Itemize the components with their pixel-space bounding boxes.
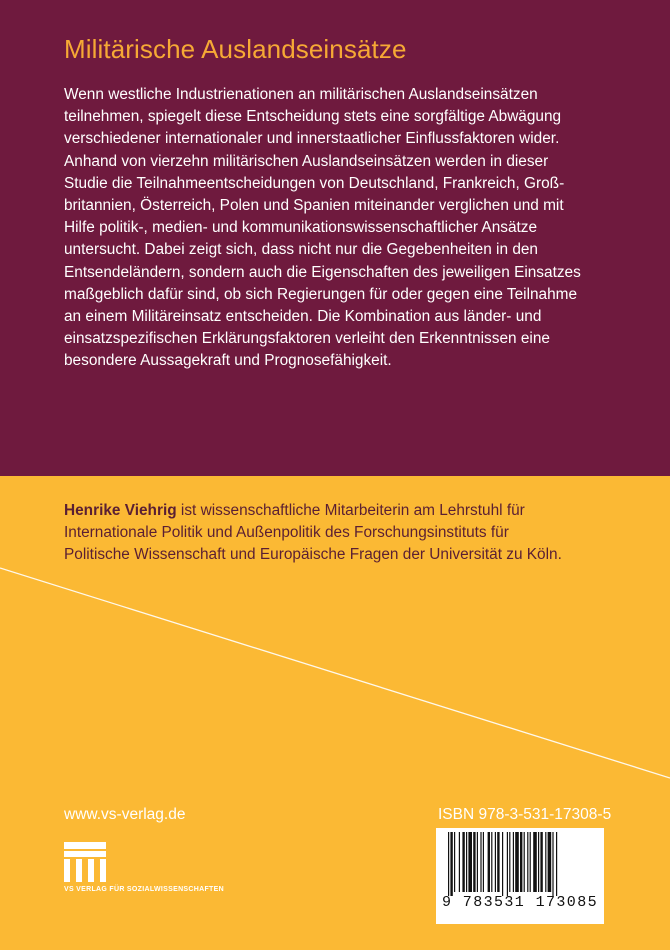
barcode-bar <box>552 832 553 896</box>
barcode-bar <box>524 832 525 892</box>
barcode-bar <box>548 832 552 892</box>
barcode-bar <box>515 832 519 892</box>
barcode-bar <box>545 832 546 892</box>
barcode-bar <box>502 832 503 896</box>
barcode-bar <box>454 832 455 892</box>
barcode-bar <box>480 832 481 892</box>
barcode-bar <box>497 832 499 892</box>
book-title: Militärische Auslandseinsätze <box>64 34 407 64</box>
barcode-bar <box>513 832 514 892</box>
description-text <box>64 84 624 373</box>
barcode-bar <box>491 832 492 892</box>
barcode-bar <box>477 832 478 892</box>
author-bio-line <box>64 500 634 522</box>
barcode-bar <box>462 832 464 892</box>
barcode-bar <box>507 832 508 896</box>
description-line: untersucht. Dabei zeigt sich, dass nicht nur die Gegebenheiten in den <box>64 241 538 259</box>
barcode-bar <box>448 832 449 896</box>
barcode-bar <box>466 832 467 892</box>
barcode-bar <box>473 832 475 892</box>
description-line: Entsendeländern, sondern auch die Eigenschaften des jeweiligen Einsatzes <box>64 263 581 281</box>
barcode-bar <box>527 832 528 892</box>
barcode-bar <box>538 832 539 892</box>
author-bio-line: Politische Wissenschaft und Europäische Fragen der Universität zu Köln. <box>64 546 562 564</box>
barcode-bar <box>556 832 557 896</box>
description-line: einsatzspezifischen Erklärungsfaktoren verleiht den Erkenntnissen eine <box>64 330 550 348</box>
publisher-website: www.vs-verlag.de <box>64 806 186 823</box>
isbn: ISBN 978-3-531-17308-5 <box>438 806 612 823</box>
barcode-bar <box>495 832 496 892</box>
description-line: Wenn westliche Industrienationen an militärischen Auslandseinsätzen <box>64 86 538 103</box>
barcode-bar <box>530 832 531 892</box>
description-line: teilnehmen, spiegelt diese Entscheidung stets eine sorgfältige Abwägung <box>64 108 562 126</box>
description-line: besondere Aussagekraft und Prognosefähigkeit. <box>64 352 392 370</box>
barcode-number: 9 783531 173085 <box>441 894 599 911</box>
description-line: Anhand von vierzehn militärischen Auslandseinsätzen werden in dieser <box>64 152 549 170</box>
barcode-bar <box>520 832 522 892</box>
barcode-bar <box>450 832 452 896</box>
barcode-bar <box>540 832 542 892</box>
barcode-bar <box>468 832 472 892</box>
barcode-bar <box>459 832 460 892</box>
barcode-bar <box>488 832 490 892</box>
author-bio <box>64 500 634 567</box>
author-name: Henrike Viehrig <box>64 502 177 519</box>
description-line: britannien, Österreich, Polen und Spanien miteinander verglichen und mit <box>64 197 564 215</box>
barcode-bar <box>483 832 484 892</box>
author-bio-text: ist wissenschaftliche Mitarbeiterin am Lehrstuhl für <box>176 502 525 519</box>
description-line: Hilfe politik-, medien- und kommunikationswissenschaftlicher Ansätze <box>64 219 538 237</box>
description-line: Studie die Teilnahmeentscheidungen von Deutschland, Frankreich, Groß- <box>64 174 565 192</box>
description-line: verschiedener internationaler und innerstaatlicher Einflussfaktoren wider. <box>64 130 560 148</box>
publisher-logo-icon <box>64 842 239 902</box>
publisher-logo-text: VS VERLAG FÜR SOZIALWISSENSCHAFTEN <box>64 886 224 893</box>
barcode-bar <box>533 832 537 892</box>
description-line: maßgeblich dafür sind, ob sich Regierungen für oder gegen eine Teilnahme <box>64 285 578 303</box>
author-bio-line: Internationale Politik und Außenpolitik des Forschungsinstituts für <box>64 524 509 542</box>
description-line: an einem Militäreinsatz entscheiden. Die Kombination aus länder- und <box>64 308 542 326</box>
barcode-bar <box>509 832 510 892</box>
